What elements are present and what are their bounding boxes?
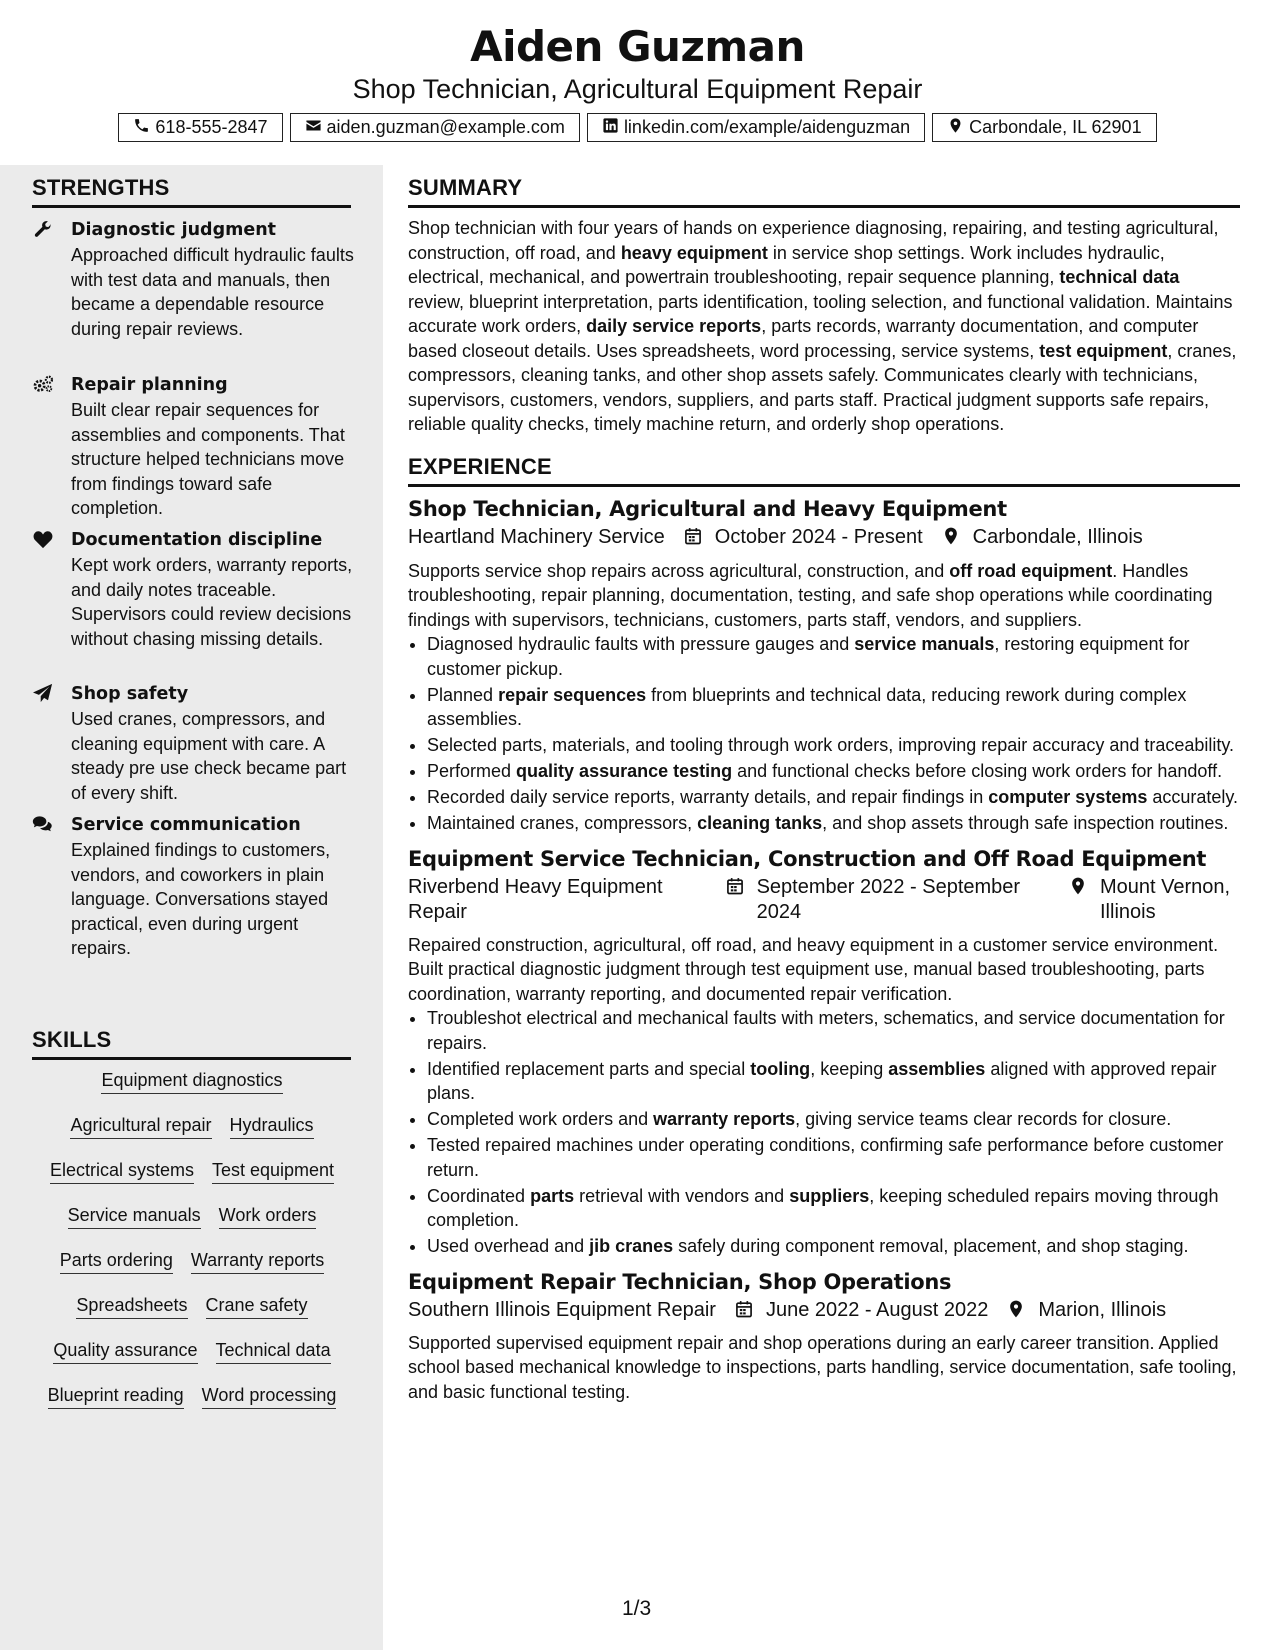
text-run: Shop technician with four years of hands on experience diagnosing, repairing, and testing agricultural, construction, off road, and <box>408 218 1219 263</box>
candidate-title: Shop Technician, Agricultural Equipment Repair <box>352 74 923 104</box>
strength-item <box>32 812 354 961</box>
text-run: Identified replacement parts and special <box>427 1058 751 1079</box>
text-run: Troubleshot electrical and mechanical faults with meters, schematics, and service documentation for repairs. <box>427 1008 1225 1053</box>
job-entry <box>408 845 1240 1259</box>
company-name: Riverbend Heavy Equipment Repair <box>408 875 663 923</box>
wrench-icon <box>32 219 56 241</box>
text-run: , cranes, compressors, cleaning tanks, and other shop assets safely. Communicates clearly with technicians, supervisors, customers, vendors, suppliers, and parts staff. Practical judgment supports safe repairs, reliable quality checks, timely machine return, and orderly shop operations. <box>408 340 1237 434</box>
text-run: , keeping scheduled repairs moving through completion. <box>427 1185 1219 1230</box>
job-summary <box>408 933 1240 1007</box>
skill-tag: Test equipment <box>212 1158 334 1184</box>
job-bullets <box>408 632 1240 836</box>
text-run: review, blueprint interpretation, parts identification, tooling selection, and functional validation. Maintains accurate work orders, <box>408 291 1233 336</box>
calendar-icon <box>725 876 747 898</box>
skill-tag: Crane safety <box>206 1293 308 1319</box>
map-pin-icon <box>1006 1299 1028 1321</box>
job-meta <box>408 875 1240 925</box>
bold-keyword: cleaning tanks <box>697 813 823 833</box>
job-title: Equipment Service Technician, Construction and Off Road Equipment <box>408 846 1207 871</box>
calendar-icon <box>683 526 705 548</box>
bullet-item <box>427 811 1240 836</box>
job-meta <box>408 525 1240 550</box>
bullet-item <box>427 1107 1240 1132</box>
bold-keyword: assemblies <box>888 1058 986 1079</box>
skill-tag: Service manuals <box>68 1203 201 1229</box>
job-dates: October 2024 - Present <box>714 525 923 548</box>
candidate-name: Aiden Guzman <box>470 22 805 71</box>
bullet-item <box>427 1006 1240 1055</box>
job-location: Marion, Illinois <box>1038 1298 1167 1321</box>
skill-tag: Electrical systems <box>50 1158 194 1184</box>
text-run: , keeping <box>810 1058 889 1079</box>
email-address: aiden.guzman@example.com <box>326 117 565 137</box>
bold-keyword: test equipment <box>1039 340 1168 361</box>
job-title: Shop Technician, Agricultural and Heavy Equipment <box>408 496 1007 521</box>
job-entry <box>408 1268 1240 1405</box>
calendar-icon <box>734 1299 756 1321</box>
phone-contact[interactable] <box>118 113 282 142</box>
text-run: , parts records, warranty documentation, and computer based closeout details. Uses spreadsheets, word processing, service systems, <box>408 316 1199 361</box>
text-run: Diagnosed hydraulic faults with pressure gauges and <box>427 634 855 654</box>
text-run: Supported supervised equipment repair and shop operations during an early career transition. Applied school based mechanical knowledge to inspections, parts handling, service documentation, safe tooling, and basic functional testing. <box>408 1332 1237 1402</box>
bold-keyword: quality assurance testing <box>516 761 733 781</box>
linkedin-icon <box>602 117 619 139</box>
strength-title: Diagnostic judgment <box>71 220 277 240</box>
strength-text: Used cranes, compressors, and cleaning equipment with care. A steady pre use check became part of every shift. <box>71 709 347 803</box>
text-run: Tested repaired machines under operating conditions, confirming safe performance before customer return. <box>427 1135 1224 1180</box>
job-location: Carbondale, Illinois <box>972 525 1143 548</box>
bullet-item <box>427 1234 1240 1259</box>
text-run: Coordinated <box>427 1185 531 1206</box>
skill-row <box>32 1113 352 1158</box>
strength-item <box>32 372 354 521</box>
location-text: Carbondale, IL 62901 <box>969 117 1142 137</box>
job-location: Mount Vernon, Illinois <box>1100 875 1231 923</box>
text-run: Performed <box>427 761 517 781</box>
main-column <box>408 165 1240 1404</box>
skill-tag: Quality assurance <box>53 1338 197 1364</box>
bold-keyword: suppliers <box>789 1185 870 1206</box>
heart-icon <box>32 529 56 551</box>
strength-item <box>32 217 354 341</box>
text-run: safely during component removal, placement, and shop staging. <box>673 1236 1189 1256</box>
text-run: aligned with approved repair plans. <box>427 1058 1217 1103</box>
skill-tag: Warranty reports <box>191 1248 324 1274</box>
text-run: Completed work orders and <box>427 1109 654 1129</box>
skill-tag: Hydraulics <box>230 1113 314 1139</box>
text-run: Repaired construction, agricultural, off road, and heavy equipment in a customer service environment. Built practical diagnostic judgment through test equipment use, manual based troubleshooting, parts coordination, warranty reporting, and documented repair verification. <box>408 934 1219 1004</box>
text-run: Supports service shop repairs across agricultural, construction, and <box>408 560 950 581</box>
job-entry <box>408 495 1240 836</box>
location-contact <box>932 113 1156 142</box>
text-run: Selected parts, materials, and tooling through work orders, improving repair accuracy and traceability. <box>427 735 1235 755</box>
strength-item <box>32 681 354 805</box>
phone-number: 618-555-2847 <box>155 117 268 137</box>
strength-text: Approached difficult hydraulic faults with test data and manuals, then became a dependable resource during repair reviews. <box>71 245 354 339</box>
bold-keyword: jib cranes <box>589 1236 674 1256</box>
bold-keyword: computer systems <box>988 787 1148 807</box>
page-number: 1/3 <box>622 1597 652 1620</box>
strength-title: Documentation discipline <box>71 530 323 550</box>
map-pin-icon <box>947 117 964 139</box>
linkedin-contact[interactable] <box>587 113 925 142</box>
job-dates: June 2022 - August 2022 <box>765 1298 989 1321</box>
email-contact[interactable] <box>290 113 580 142</box>
bold-keyword: off road equipment <box>949 560 1113 581</box>
text-run: in service shop settings. Work includes hydraulic, electrical, mechanical, and powertrain troubleshooting, repair sequence planning, <box>408 242 1165 287</box>
linkedin-url: linkedin.com/example/aidenguzman <box>623 117 911 137</box>
text-run: Recorded daily service reports, warranty details, and repair findings in <box>427 787 989 807</box>
text-run: accurately. <box>1147 787 1239 807</box>
envelope-icon <box>305 117 322 139</box>
skill-row <box>32 1158 352 1203</box>
text-run: , restoring equipment for customer pickup. <box>427 634 1190 679</box>
skill-tag: Work orders <box>219 1203 317 1229</box>
company-name: Southern Illinois Equipment Repair <box>408 1298 716 1321</box>
bold-keyword: repair sequences <box>498 684 647 705</box>
summary-heading: SUMMARY <box>408 175 1240 208</box>
strength-text: Built clear repair sequences for assemblies and components. That structure helped technicians move from findings toward safe completion. <box>71 400 345 518</box>
bullet-item <box>427 759 1240 784</box>
skill-row <box>32 1293 352 1338</box>
bullet-item <box>427 683 1240 732</box>
skill-tag: Spreadsheets <box>76 1293 187 1319</box>
text-run: , giving service teams clear records for closure. <box>795 1109 1172 1129</box>
job-meta <box>408 1298 1240 1323</box>
bullet-item <box>427 1057 1240 1106</box>
bold-keyword: tooling <box>750 1058 811 1079</box>
strength-item <box>32 527 354 651</box>
company-name: Heartland Machinery Service <box>408 525 665 548</box>
job-summary <box>408 559 1240 633</box>
skill-row <box>32 1203 352 1248</box>
skill-tag: Equipment diagnostics <box>101 1068 282 1094</box>
text-run: Maintained cranes, compressors, <box>427 813 698 833</box>
skill-tag: Word processing <box>202 1383 337 1409</box>
gears-icon <box>32 374 56 396</box>
skill-row <box>32 1068 352 1113</box>
bold-keyword: service manuals <box>854 634 995 654</box>
skill-tag: Blueprint reading <box>48 1383 184 1409</box>
summary-text <box>408 216 1240 437</box>
text-run: Used overhead and <box>427 1236 590 1256</box>
contact-bar <box>0 113 1275 142</box>
skill-tag: Parts ordering <box>60 1248 173 1274</box>
skill-tag: Technical data <box>216 1338 331 1364</box>
bullet-item <box>427 632 1240 681</box>
text-run: Planned <box>427 684 499 705</box>
bold-keyword: technical data <box>1059 267 1180 287</box>
strength-title: Shop safety <box>71 684 189 704</box>
map-pin-icon <box>941 526 963 548</box>
bold-keyword: daily service reports <box>586 316 762 336</box>
resume-header <box>0 0 1275 165</box>
strength-text: Kept work orders, warranty reports, and daily notes traceable. Supervisors could review decisions without chasing missing details. <box>71 555 353 649</box>
map-pin-icon <box>1068 876 1090 898</box>
bullet-item <box>427 1133 1240 1182</box>
experience-heading: EXPERIENCE <box>408 454 1240 487</box>
text-run: from blueprints and technical data, reducing rework during complex assemblies. <box>427 684 1187 729</box>
job-dates: September 2022 - September 2024 <box>756 875 1021 923</box>
bold-keyword: heavy equipment <box>620 242 768 263</box>
skill-tag: Agricultural repair <box>70 1113 211 1139</box>
strengths-heading: STRENGTHS <box>32 175 351 208</box>
bullet-item <box>427 1184 1240 1233</box>
bold-keyword: parts <box>530 1185 575 1206</box>
strength-title: Service communication <box>71 815 301 835</box>
bullet-item <box>427 733 1240 758</box>
strength-text: Explained findings to customers, vendors, and coworkers in plain language. Conversations stayed practical, even during urgent repairs. <box>71 840 331 958</box>
skill-row <box>32 1338 352 1383</box>
skills-heading: SKILLS <box>32 1027 351 1060</box>
bullet-item <box>427 785 1240 810</box>
skill-row <box>32 1248 352 1293</box>
skills-list <box>32 1068 352 1428</box>
text-run: . Handles troubleshooting, repair planning, documentation, testing, and safe shop operations while coordinating findings with supervisors, technicians, customers, parts staff, vendors, and suppliers. <box>408 560 1213 630</box>
text-run: , and shop assets through safe inspection routines. <box>822 813 1229 833</box>
comments-icon <box>32 814 56 836</box>
job-bullets <box>408 1006 1240 1259</box>
job-summary <box>408 1331 1240 1405</box>
strength-title: Repair planning <box>71 375 228 395</box>
bold-keyword: warranty reports <box>653 1109 796 1129</box>
text-run: and functional checks before closing work orders for handoff. <box>732 761 1223 781</box>
skill-row <box>32 1383 352 1428</box>
text-run: retrieval with vendors and <box>574 1185 790 1206</box>
job-title: Equipment Repair Technician, Shop Operations <box>408 1269 952 1294</box>
phone-icon <box>133 117 150 139</box>
paper-plane-icon <box>32 683 56 705</box>
